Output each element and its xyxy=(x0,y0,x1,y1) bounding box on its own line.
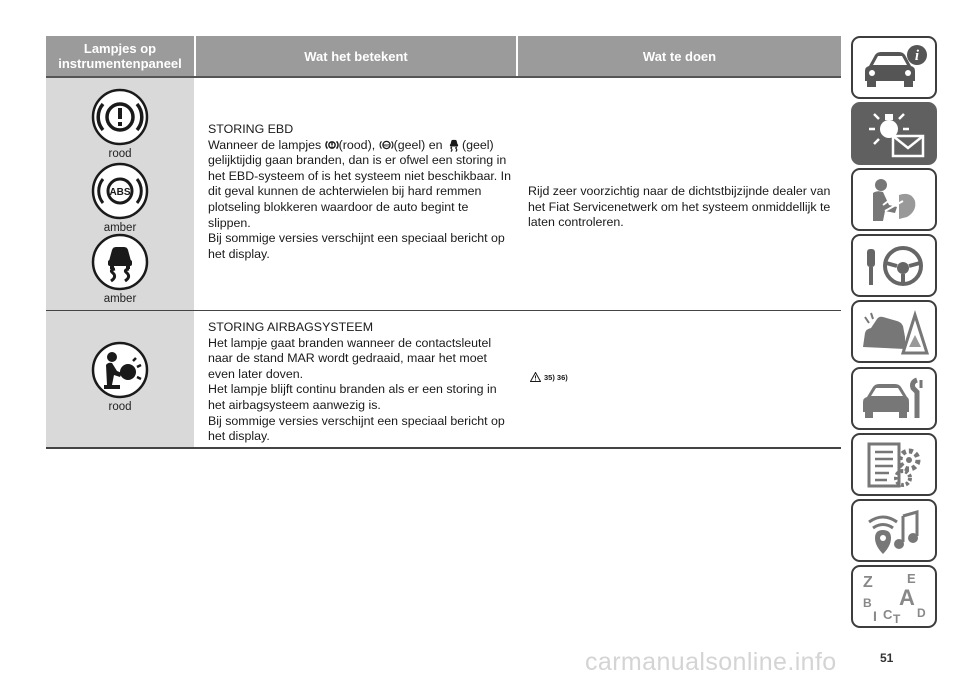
meaning-text xyxy=(208,138,514,232)
car-info-icon xyxy=(859,43,929,93)
meaning-rest: gelijktijdig gaan branden, dan is er ofwel een storing in het EBD-systeem of is het systeem niet beschikbaar. In dit geval kunnen de achterwielen bij hard remmen plotseling blokkeren waardoor de auto begint te slippen. xyxy=(208,153,512,230)
abs-warning-icon xyxy=(379,138,394,152)
header-action-label: Wat te doen xyxy=(642,48,717,64)
car-maintenance-icon xyxy=(859,374,929,424)
svg-text:I: I xyxy=(873,607,877,623)
seat-airbag-icon xyxy=(859,175,929,225)
abs-warning-icon xyxy=(91,162,149,220)
meaning-title: STORING EBD xyxy=(208,122,294,136)
svg-text:i: i xyxy=(914,47,920,64)
lamp-color-label: amber xyxy=(103,293,137,305)
tab-maintenance[interactable] xyxy=(851,367,937,430)
tab-multimedia[interactable] xyxy=(851,499,937,562)
page-number: 51 xyxy=(880,651,894,665)
row2-action xyxy=(530,372,568,382)
multimedia-icon xyxy=(859,506,929,556)
svg-text:Z: Z xyxy=(863,573,873,591)
brake-warning-icon xyxy=(325,138,339,152)
svg-text:A: A xyxy=(899,584,915,610)
meaning-extra: Bij sommige versies verschijnt een speciaal bericht op het display. xyxy=(208,231,505,261)
skid-control-icon xyxy=(446,138,462,152)
svg-text:ABS: ABS xyxy=(382,143,390,148)
header-meaning-label: Wat het betekent xyxy=(304,48,408,64)
lamp-color-label: rood xyxy=(108,148,132,160)
tab-index[interactable] xyxy=(851,565,937,628)
row2-meaning xyxy=(208,320,514,445)
car-breakdown-icon xyxy=(859,307,929,357)
row1-action: Rijd zeer voorzichtig naar de dichtstbijzijnde dealer van het Fiat Servicenetwerk om het systeem onmiddellijk te laten controleren. xyxy=(528,184,831,230)
warning-references: 35) 36) xyxy=(544,372,568,382)
svg-text:T: T xyxy=(893,611,901,623)
tab-warning-lights[interactable] xyxy=(851,102,937,165)
lamp-color-label: amber xyxy=(103,222,137,234)
row1-meaning xyxy=(208,122,514,262)
svg-text:C: C xyxy=(883,606,893,622)
tab-seats-airbags[interactable] xyxy=(851,168,937,231)
watermark: carmanualsonline.info xyxy=(585,648,837,676)
brake-warning-icon xyxy=(91,88,149,146)
svg-text:D: D xyxy=(917,605,926,620)
row1-lamp-2 xyxy=(90,162,150,234)
meaning-color-2: (geel) en xyxy=(393,137,443,152)
tab-technical-data[interactable] xyxy=(851,433,937,496)
meaning-lead: Wanneer de lampjes xyxy=(208,137,322,152)
meaning-paragraph: Bij sommige versies verschijnt een speciaal bericht op het display. xyxy=(208,413,505,444)
alphabet-index-icon xyxy=(859,571,929,623)
header-lamps-label: Lampjes op instrumentenpaneel xyxy=(58,41,182,71)
tab-emergency[interactable] xyxy=(851,300,937,363)
meaning-paragraph: Het lampje blijft continu branden als er een storing in het airbagsysteem aanwezig is. xyxy=(208,382,497,412)
meaning-color-3: (geel) xyxy=(461,137,494,152)
row2-lamp-1 xyxy=(90,341,150,413)
row1-lamp-1 xyxy=(90,88,150,160)
row2-rule xyxy=(46,447,841,449)
header-meaning xyxy=(196,36,516,76)
header-lamps xyxy=(46,36,194,76)
meaning-color-1: (rood), xyxy=(338,137,376,152)
meaning-paragraph: Het lampje gaat branden wanneer de contactsleutel naar de stand MAR wordt gedraaid, maar het moet even later doven. xyxy=(208,335,492,381)
meaning-title: STORING AIRBAGSYSTEEM xyxy=(208,320,374,334)
warning-triangle-icon xyxy=(530,372,541,382)
tab-starting-driving[interactable] xyxy=(851,234,937,297)
svg-text:ABS: ABS xyxy=(109,187,131,198)
svg-text:E: E xyxy=(907,570,916,586)
header-action xyxy=(518,36,841,76)
technical-data-icon xyxy=(859,440,929,490)
airbag-warning-icon xyxy=(91,341,149,399)
tab-car-info[interactable] xyxy=(851,36,937,99)
svg-text:B: B xyxy=(863,595,872,610)
lamp-color-label: rood xyxy=(108,401,132,413)
skid-control-icon xyxy=(91,233,149,291)
warning-lights-message-icon xyxy=(859,109,929,159)
key-steering-wheel-icon xyxy=(859,241,929,291)
row1-lamp-3 xyxy=(90,233,150,305)
